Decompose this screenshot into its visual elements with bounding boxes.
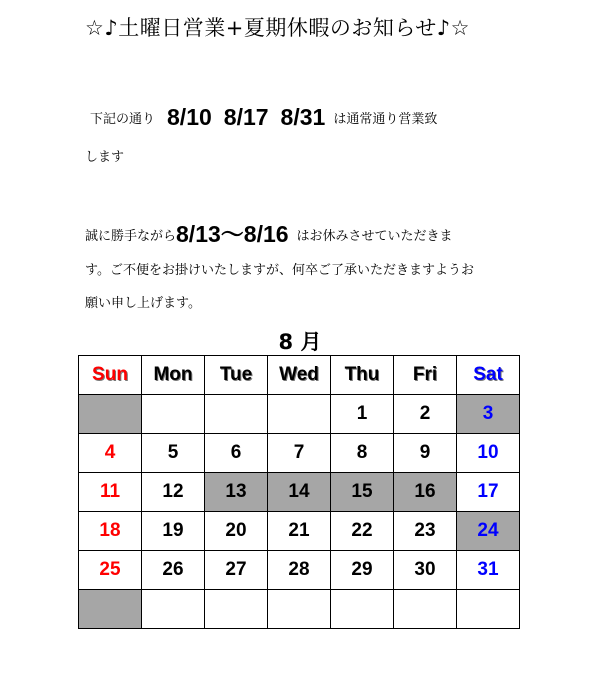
- notice-continuation: 願い申し上げます。: [85, 296, 201, 311]
- day-cell: 11: [79, 473, 142, 512]
- day-cell: [268, 395, 331, 434]
- august-calendar: [78, 355, 520, 629]
- day-cell: 22: [331, 512, 394, 551]
- day-cell: 16: [394, 473, 457, 512]
- day-cell: 27: [205, 551, 268, 590]
- day-cell: 29: [331, 551, 394, 590]
- day-cell: 17: [457, 473, 520, 512]
- business-date: 8/10: [167, 104, 212, 130]
- calendar-week: [79, 590, 520, 629]
- day-cell: [142, 590, 205, 629]
- notice-continuation: す。ご不便をお掛けいたしますが、何卒ご了承いただきますようお: [85, 263, 474, 278]
- day-cell: 14: [268, 473, 331, 512]
- day-cell: 25: [79, 551, 142, 590]
- day-cell: 9: [394, 434, 457, 473]
- business-date: 8/31: [280, 104, 326, 130]
- business-date: 8/17: [223, 104, 269, 130]
- day-cell: 6: [205, 434, 268, 473]
- day-cell: 5: [142, 434, 205, 473]
- day-cell: [394, 590, 457, 629]
- weekday-thu: Thu: [331, 356, 394, 395]
- calendar-week: [79, 434, 520, 473]
- day-cell: 12: [142, 473, 205, 512]
- day-cell: 28: [268, 551, 331, 590]
- weekday-fri: Fri: [394, 356, 457, 395]
- notice-continuation: します: [85, 150, 125, 165]
- notice-suffix: は通常通り営業致: [333, 112, 438, 127]
- day-cell: 1: [331, 395, 394, 434]
- day-cell: 18: [79, 512, 142, 551]
- calendar-month: 8 月: [278, 330, 322, 354]
- business-days-notice: [90, 104, 437, 131]
- day-cell: 30: [394, 551, 457, 590]
- weekday-mon: Mon: [142, 356, 205, 395]
- day-cell: 23: [394, 512, 457, 551]
- weekday-wed: Wed: [268, 356, 331, 395]
- day-cell: 15: [331, 473, 394, 512]
- notice-prefix: 誠に勝手ながら: [85, 229, 177, 244]
- calendar-week: [79, 395, 520, 434]
- day-cell: 19: [142, 512, 205, 551]
- day-cell: 3: [457, 395, 520, 434]
- day-cell: [79, 590, 142, 629]
- day-cell: [142, 395, 205, 434]
- holiday-dates: 8/13〜8/16: [176, 221, 289, 247]
- calendar-week: [79, 512, 520, 551]
- holiday-notice: [85, 216, 453, 249]
- day-cell: [268, 590, 331, 629]
- calendar-week: [79, 473, 520, 512]
- day-cell: 2: [394, 395, 457, 434]
- day-cell: [205, 590, 268, 629]
- weekday-header-row: [79, 356, 520, 395]
- weekday-sun: Sun: [79, 356, 142, 395]
- day-cell: 31: [457, 551, 520, 590]
- day-cell: [205, 395, 268, 434]
- day-cell: 13: [205, 473, 268, 512]
- day-cell: 24: [457, 512, 520, 551]
- day-cell: 7: [268, 434, 331, 473]
- notice-suffix: はお休みさせていただきま: [296, 229, 453, 244]
- day-cell: 20: [205, 512, 268, 551]
- weekday-tue: Tue: [205, 356, 268, 395]
- weekday-sat: Sat: [457, 356, 520, 395]
- day-cell: [79, 395, 142, 434]
- page-title: ☆♪土曜日営業+夏期休暇のお知らせ♪☆: [85, 16, 470, 40]
- day-cell: 4: [79, 434, 142, 473]
- day-cell: [457, 590, 520, 629]
- day-cell: 26: [142, 551, 205, 590]
- day-cell: [331, 590, 394, 629]
- day-cell: 10: [457, 434, 520, 473]
- notice-prefix: 下記の通り: [90, 112, 156, 127]
- day-cell: 21: [268, 512, 331, 551]
- calendar-week: [79, 551, 520, 590]
- day-cell: 8: [331, 434, 394, 473]
